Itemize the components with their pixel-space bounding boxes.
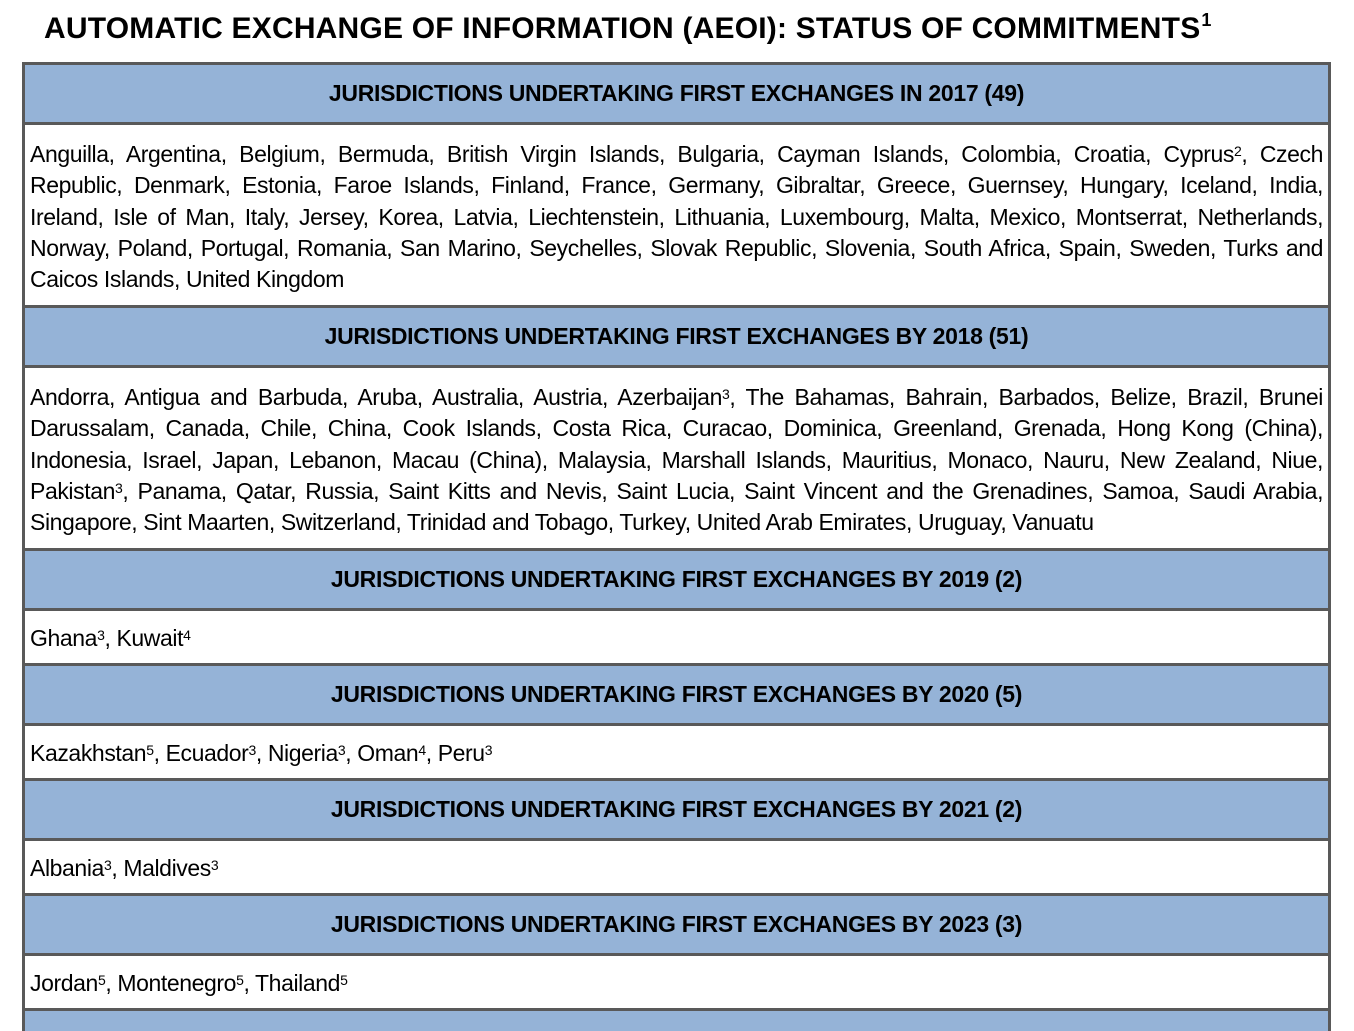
country-name: Japan (212, 446, 273, 473)
country-name: Kazakhstan (30, 740, 147, 766)
country-name: Antigua and Barbuda (124, 384, 343, 410)
country-name: Finland (491, 172, 564, 199)
country-name: The Bahamas (745, 384, 889, 410)
country-name: Chile (260, 415, 311, 442)
country-entry (1271, 447, 1317, 473)
country-name: Bahrain (905, 384, 982, 410)
country-name: Grenada (1013, 415, 1101, 442)
country-name: Cayman Islands (777, 141, 943, 167)
country-entry (30, 625, 104, 651)
footnote-marker: 3 (103, 857, 112, 873)
country-name: Seychelles (529, 234, 637, 261)
country-name: Portugal (200, 234, 284, 261)
country-entry (924, 235, 1045, 261)
country-name: Turkey (619, 509, 685, 536)
country-entry (683, 415, 767, 441)
country-name: Curacao (682, 415, 767, 442)
country-name: Ghana (30, 625, 98, 651)
country-name: Romania (296, 234, 387, 261)
country-name: Anguilla (30, 141, 109, 167)
country-entry (558, 447, 646, 473)
page-title (44, 12, 1212, 46)
table-continuation-stub (25, 1011, 1328, 1031)
country-name: Brunei Darussalam (30, 384, 1323, 442)
country-name: Guernsey (967, 172, 1063, 199)
country-entry (338, 141, 429, 167)
country-entry (961, 141, 1055, 167)
country-name: Argentina (125, 141, 221, 167)
country-name: Jordan (30, 970, 98, 996)
country-entry (30, 384, 109, 410)
country-entry (1269, 172, 1317, 198)
country-name: Slovak Republic (650, 234, 812, 261)
country-entry (268, 740, 345, 766)
country-name: Lebanon (289, 446, 376, 473)
country-entry (30, 478, 122, 504)
country-name: Australia (432, 384, 518, 410)
country-entry (30, 204, 98, 230)
country-name: Maldives (123, 855, 211, 881)
country-entry (1164, 141, 1242, 167)
country-name: Bermuda (337, 141, 429, 167)
country-entry (825, 235, 910, 261)
country-entry (1120, 447, 1255, 473)
footnote-marker: 3 (97, 627, 105, 643)
country-entry (134, 172, 225, 198)
footnote-marker: 5 (236, 972, 244, 988)
country-entry (30, 740, 154, 766)
country-name: Denmark (133, 172, 225, 199)
country-name: United Arab Emirates (696, 509, 906, 536)
country-entry (1043, 447, 1104, 473)
country-name: Saint Vincent and the Grenadines (744, 477, 1088, 504)
country-name: Marshall Islands (661, 446, 826, 473)
footnote-marker: 5 (340, 972, 348, 988)
country-entry (990, 204, 1060, 230)
country-entry (528, 204, 658, 230)
country-name: Jersey (298, 203, 363, 230)
country-entry (239, 141, 319, 167)
country-name: Mexico (989, 203, 1060, 230)
country-name: Vanuatu (1012, 509, 1094, 536)
country-entry (117, 970, 243, 996)
country-entry (1188, 478, 1317, 504)
footnote-marker: 5 (97, 972, 106, 988)
country-entry (668, 172, 758, 198)
country-name: Aruba (357, 384, 417, 410)
country-entry (454, 204, 513, 230)
country-name: Kuwait (116, 625, 184, 651)
country-entry (784, 415, 877, 441)
country-name: India (1269, 172, 1317, 199)
country-entry (1074, 141, 1145, 167)
country-name: Saudi Arabia (1188, 477, 1318, 504)
country-name: China (327, 415, 386, 442)
country-name: Faroe Islands (333, 172, 474, 199)
country-entry (245, 204, 283, 230)
country-entry (334, 172, 474, 198)
country-name: Cyprus (1163, 141, 1234, 167)
country-entry (116, 625, 190, 651)
country-name: Spain (1058, 234, 1116, 261)
country-name: Lithuania (674, 203, 765, 230)
country-name: Hungary (1080, 172, 1163, 199)
country-entry (552, 415, 665, 441)
country-entry (123, 855, 218, 881)
country-entry (617, 384, 729, 410)
section-header-2018: JURISDICTIONS UNDERTAKING FIRST EXCHANGES BY 2018 (51) (25, 308, 1328, 368)
section-countries-2019: Ghana$^3$, Kuwait$^4$ (25, 611, 1328, 666)
country-name: Malta (919, 203, 974, 230)
country-name: New Zealand (1119, 446, 1256, 473)
footnote-marker: 5 (146, 742, 154, 758)
country-entry (877, 172, 950, 198)
section-header-2017: JURISDICTIONS UNDERTAKING FIRST EXCHANGES IN 2017 (49) (25, 65, 1328, 125)
country-name: Indonesia (30, 446, 127, 473)
country-entry (126, 141, 221, 167)
country-name: Montenegro (117, 970, 237, 996)
country-name: Latvia (453, 203, 513, 230)
country-entry (438, 740, 492, 766)
country-name: Albania (30, 855, 104, 881)
country-entry (1197, 204, 1317, 230)
footnote-marker: 4 (183, 627, 191, 643)
country-name: Israel (142, 446, 197, 473)
country-entry (776, 172, 859, 198)
country-entry (166, 740, 256, 766)
country-entry (403, 415, 536, 441)
country-name: Ecuador (165, 740, 249, 766)
country-name: Ireland (30, 203, 98, 230)
country-entry (118, 235, 187, 261)
country-name: United Kingdom (185, 266, 345, 293)
country-entry (918, 509, 1000, 535)
footnote-marker: 4 (418, 742, 426, 758)
country-entry (619, 509, 684, 535)
country-entry (30, 141, 109, 167)
country-name: Greenland (893, 415, 997, 442)
country-entry (905, 384, 981, 410)
country-entry (236, 478, 290, 504)
footnote-marker: 3 (484, 742, 493, 758)
country-entry (674, 204, 764, 230)
country-name: Italy (244, 203, 284, 230)
country-name: Saint Kitts and Nevis (388, 477, 602, 504)
country-entry (299, 204, 363, 230)
country-entry (113, 204, 229, 230)
country-entry (447, 141, 659, 167)
country-name: Uruguay (917, 509, 1001, 536)
country-entry (491, 172, 564, 198)
country-name: Montserrat (1075, 203, 1182, 230)
country-entry (30, 509, 131, 535)
country-entry (1102, 478, 1173, 504)
section-countries-2023: Jordan$^5$, Montenegro$^5$, Thailand$^5$ (25, 956, 1328, 1011)
country-entry (920, 204, 974, 230)
country-entry (432, 384, 518, 410)
country-entry (1076, 204, 1182, 230)
country-name: Russia (305, 477, 374, 504)
country-entry (289, 447, 376, 473)
footnote-marker: 3 (721, 386, 730, 402)
country-entry (357, 384, 416, 410)
country-name: Gibraltar (775, 172, 860, 199)
country-name: Andorra (30, 384, 110, 410)
country-name: Mauritius (841, 446, 932, 473)
section-countries-2020: Kazakhstan$^5$, Ecuador$^3$, Nigeria$^3$, Oman$^4$, Peru$^3$ (25, 726, 1328, 781)
country-entry (677, 141, 758, 167)
country-entry (1129, 235, 1210, 261)
section-header-2021: JURISDICTIONS UNDERTAKING FIRST EXCHANGES BY 2021 (2) (25, 781, 1328, 841)
country-entry (948, 447, 1027, 473)
country-entry (842, 447, 932, 473)
section-countries-2018: Andorra, Antigua and Barbuda, Aruba, Australia, Austria, Azerbaijan$^3$, The Bahamas, Bahrain, Barbados, Belize, Brazil, Brunei Darussalam, Canada, Chile, China, Cook Islands, Costa Rica, Curacao, Dominica, Greenland, Grenada, Hong Kong (China), Indonesia, Israel, Japan, Lebanon, Macau (China), Malaysia, Marshall Islands, Mauritius, Monaco, Nauru, New Zealand, Niue, Pakistan$^3$, Panama, Qatar, Russia, Saint Kitts and Nevis, Saint Lucia, Saint Vincent and the Grenadines, Samoa, Saudi Arabia, Singapore, Sint Maarten, Switzerland, Trinidad and Tobago, Turkey, United Arab Emirates, Uruguay, Vanuatu (25, 368, 1328, 551)
country-entry (1117, 415, 1317, 441)
country-entry (616, 478, 729, 504)
page-title-text: AUTOMATIC EXCHANGE OF INFORMATION (AEOI): STATUS OF COMMITMENTS (44, 12, 1201, 45)
country-entry (142, 447, 196, 473)
country-name: Greece (876, 172, 950, 199)
country-name: Trinidad and Tobago (406, 509, 608, 536)
country-entry (1187, 384, 1242, 410)
country-name: Estonia (242, 172, 317, 199)
country-entry (400, 235, 515, 261)
section-header-2020: JURISDICTIONS UNDERTAKING FIRST EXCHANGES BY 2020 (5) (25, 666, 1328, 726)
footnote-marker: 3 (248, 742, 256, 758)
country-name: Pakistan (30, 477, 116, 504)
country-entry (201, 235, 283, 261)
country-name: Brazil (1187, 384, 1243, 410)
country-name: Belgium (239, 141, 320, 167)
country-name: Iceland (1180, 172, 1252, 199)
country-name: Luxembourg (779, 203, 904, 230)
country-entry (143, 509, 269, 535)
country-entry (777, 141, 943, 167)
country-name: Nigeria (267, 740, 338, 766)
country-name: Singapore (30, 509, 132, 536)
country-name: Qatar (235, 477, 291, 504)
country-name: Nauru (1043, 446, 1104, 473)
country-name: Cook Islands (402, 415, 536, 442)
country-name: Monaco (947, 446, 1027, 473)
country-name: Germany (668, 172, 759, 199)
country-entry (1080, 172, 1162, 198)
country-name: Sweden (1129, 234, 1210, 261)
country-name: Turks and Caicos Islands (30, 234, 1324, 293)
country-entry (255, 970, 347, 996)
country-name: Hong Kong (China) (1117, 415, 1317, 442)
country-entry (30, 855, 111, 881)
country-name: Oman (357, 740, 419, 766)
country-entry (999, 384, 1094, 410)
country-entry (328, 415, 386, 441)
country-name: France (581, 172, 651, 199)
footnote-marker: 3 (115, 479, 123, 496)
country-name: Malaysia (557, 446, 646, 473)
country-name: Belize (1110, 384, 1171, 410)
country-name: Sint Maarten (143, 509, 269, 536)
country-entry (166, 415, 244, 441)
country-entry (357, 740, 425, 766)
country-name: Slovenia (824, 234, 910, 261)
country-entry (697, 509, 906, 535)
country-entry (744, 478, 1087, 504)
country-entry (407, 509, 608, 535)
country-entry (305, 478, 373, 504)
country-name: Croatia (1073, 141, 1146, 167)
country-entry (281, 509, 396, 535)
country-entry (1059, 235, 1116, 261)
country-name: Colombia (961, 141, 1056, 167)
country-entry (186, 266, 344, 292)
country-name: Poland (117, 234, 187, 261)
country-entry (378, 204, 437, 230)
country-entry (746, 384, 889, 410)
country-name: Korea (378, 203, 438, 230)
footnote-marker: 3 (210, 857, 219, 873)
country-entry (662, 447, 826, 473)
country-name: Dominica (783, 415, 877, 442)
commitments-table (22, 62, 1331, 1031)
country-name: Switzerland (280, 509, 396, 536)
country-name: Peru (437, 740, 485, 766)
country-name: Azerbaijan (617, 384, 722, 410)
country-entry (30, 447, 126, 473)
country-entry (30, 970, 105, 996)
section-header-2019: JURISDICTIONS UNDERTAKING FIRST EXCHANGES BY 2019 (2) (25, 551, 1328, 611)
country-name: Netherlands (1197, 203, 1318, 230)
country-name: Liechtenstein (528, 203, 659, 230)
country-entry (212, 447, 273, 473)
country-name: Costa Rica (552, 415, 666, 442)
country-entry (1014, 415, 1101, 441)
country-name: South Africa (923, 234, 1045, 261)
country-name: Niue (1271, 446, 1318, 473)
country-entry (392, 447, 542, 473)
section-countries-2017: Anguilla, Argentina, Belgium, Bermuda, British Virgin Islands, Bulgaria, Cayman Islands, Colombia, Croatia, Cyprus$^2$, Czech Republic, Denmark, Estonia, Faroe Islands, Finland, France, Germany, Gibraltar, Greece, Guernsey, Hungary, Iceland, India, Ireland, Isle of Man, Italy, Jersey, Korea, Latvia, Liechtenstein, Lithuania, Luxembourg, Malta, Mexico, Montserrat, Netherlands, Norway, Poland, Portugal, Romania, San Marino, Seychelles, Slovak Republic, Slovenia, South Africa, Spain, Sweden, Turks and Caicos Islands, United Kingdom (25, 125, 1328, 308)
country-entry (780, 204, 904, 230)
country-name: Samoa (1102, 477, 1174, 504)
country-name: Panama (137, 477, 221, 504)
country-entry (1012, 509, 1093, 535)
footnote-marker: 2 (1233, 143, 1242, 159)
country-entry (968, 172, 1063, 198)
country-name: Bulgaria (677, 141, 759, 167)
country-name: British Virgin Islands (446, 141, 659, 167)
country-name: Canada (165, 415, 244, 442)
country-entry (650, 235, 811, 261)
country-name: Thailand (255, 970, 341, 996)
country-entry (30, 235, 104, 261)
country-name: San Marino (400, 234, 516, 261)
country-name: Barbados (998, 384, 1094, 410)
country-entry (1180, 172, 1251, 198)
country-name: Austria (533, 384, 602, 410)
country-entry (893, 415, 997, 441)
footnote-marker: 3 (337, 742, 346, 758)
country-entry (388, 478, 601, 504)
country-name: Isle of Man (113, 203, 229, 230)
country-entry (124, 384, 342, 410)
country-entry (297, 235, 386, 261)
country-entry (138, 478, 221, 504)
country-name: Macau (China) (391, 446, 542, 473)
country-entry (242, 172, 316, 198)
country-name: Czech Republic (30, 141, 1324, 199)
section-countries-2021: Albania$^3$, Maldives$^3$ (25, 841, 1328, 896)
country-entry (533, 384, 602, 410)
country-name: Norway (30, 234, 104, 261)
title-footnote-marker: 1 (1201, 10, 1212, 30)
country-name: Saint Lucia (616, 477, 729, 504)
section-header-2023: JURISDICTIONS UNDERTAKING FIRST EXCHANGES BY 2023 (3) (25, 896, 1328, 956)
country-entry (1110, 384, 1170, 410)
country-entry (261, 415, 311, 441)
country-entry (529, 235, 636, 261)
country-entry (581, 172, 650, 198)
